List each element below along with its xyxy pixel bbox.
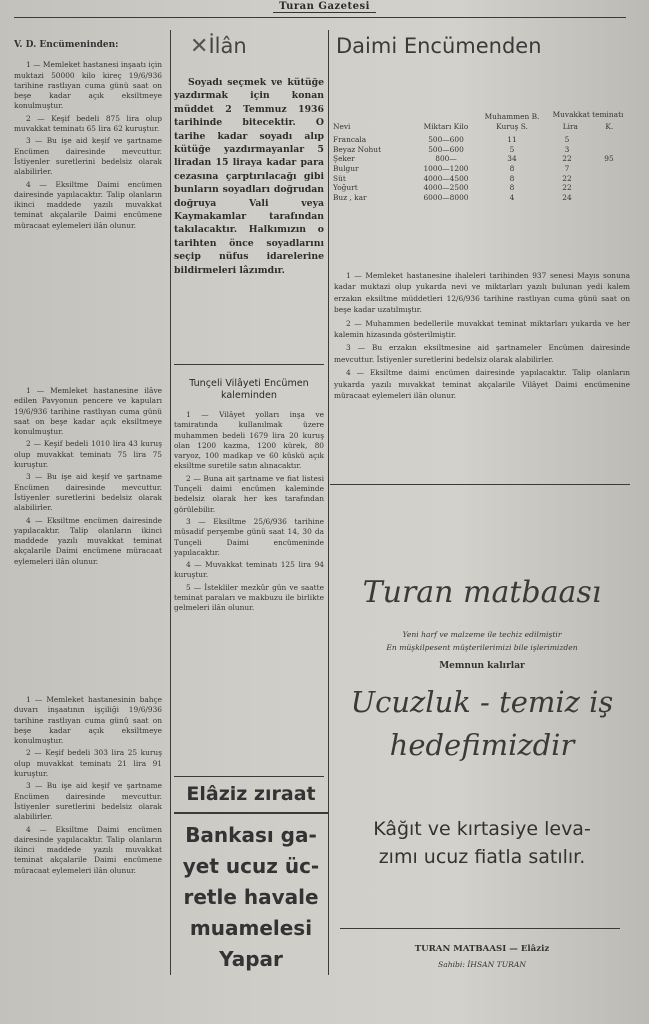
- price-cell-price: 8: [509, 163, 515, 173]
- left-b3-p3: 3 — Bu işe aid keşif ve şartname Encümen dairesinde mevcuttur. İstiyenler suretlerini bedelsiz olarak alabilirler.: [14, 781, 162, 822]
- masthead-title: Turan Gazetesi: [273, 0, 376, 13]
- price-cell-item: Yoğurt: [333, 183, 358, 193]
- ziraat-line-3: retle havale: [183, 885, 319, 909]
- price-cell-kurus: [588, 164, 630, 174]
- left-b2-p3: 3 — Bu işe aid keşif ve şartname Encümen dairesinde mevcuttur. İstiyenler suretlerini bedelsiz olarak alabilirler.: [14, 472, 162, 513]
- price-cell-qty: 1000—1200: [423, 163, 469, 173]
- daimi-title: Daimi Encümenden: [336, 34, 542, 58]
- price-cell-qty: 4000—4500: [423, 173, 469, 183]
- footer-publisher: TURAN MATBAASI — Elâziz: [414, 944, 550, 954]
- tunceli-body: [174, 410, 324, 772]
- daimi-p1: 1 — Memleket hastanesine ihaleleri tarihinden 937 senesi Mayıs sonuna kadar muktazi olup yukarda nevi ve miktarları yazılı bulunan yedi kalem erzakın eksiltme müddetleri 12/6/936 tarihine rastlıyan cuma günü saat on beşe kadar uzatılmıştır.: [334, 271, 630, 315]
- left-b2-p2: 2 — Keşif bedeli 1010 lira 43 kuruş olup muvakkat teminatı 75 lira 75 kuruştur.: [14, 439, 162, 470]
- price-cell-lira: 22: [562, 183, 572, 193]
- price-cell-qty: 6000—8000: [423, 192, 469, 202]
- price-row: [330, 145, 630, 155]
- ziraat-line-2: yet ucuz üc-: [182, 854, 320, 878]
- tunceli-p1: 1 — Vilâyet yolları inşa ve tamiratında kullanılmak üzere muhammen bedeli 1679 lira 20 kuruş olan 1200 kazma, 1200 kürek, 80 varyoz, 100 madkap ve 60 küskü açık eksiltme suretile satın alınacaktır.: [174, 410, 324, 471]
- price-cell-price: 8: [509, 173, 515, 183]
- matbaa-line-2: En müşkilpesent müşterilerimizi bile işlerimizden: [386, 643, 578, 652]
- price-cell-item: Francala: [333, 135, 367, 145]
- price-cell-kurus: [588, 135, 630, 145]
- tunceli-p3: 3 — Eksiltme 25/6/936 tarihine müsadif perşembe günü saat 14, 30 da Tunçeli Daimi encümeninde yapılacaktır.: [174, 516, 324, 557]
- daimi-body: [334, 270, 630, 480]
- left-b2-p1: 1 — Memleket hastanesine ilâve edilen Pavyonun pencere ve kapuları 19/6/936 tarihine rastlıyan cuma günü saat on beşe kadar açık eksiltmeye konulmuştur.: [14, 386, 162, 437]
- left-b1-p4: 4 — Eksiltme Daimi encümen dairesinde yapılacaktır. Talip olanların ikinci maddede yazılı muvakkat teminat akçalarile Daimi encümene müracaat eylemeleri ilân olunur.: [14, 179, 162, 230]
- price-cell-price: 8: [509, 183, 515, 193]
- header-muvakkat-sub: [549, 122, 627, 132]
- price-cell-qty: 4000—2500: [423, 183, 469, 193]
- kagit-line-2: zımı ucuz fiatla satılır.: [378, 846, 586, 868]
- ziraat-line-5: Yapar: [219, 947, 283, 971]
- left-b3-p1: 1 — Memleket hastanesinin bahçe duvarı inşaatının işçiliği 19/6/936 tarihine rastlıyan cuma günü saat on beşe kadar açık eksiltmeye konulmuştur.: [14, 695, 162, 746]
- price-row: [330, 183, 630, 193]
- price-cell-lira: 22: [562, 154, 572, 164]
- ziraat-head: Elâziz zıraat: [186, 783, 316, 805]
- price-cell-lira: 24: [562, 192, 572, 202]
- ilan-title-block: [190, 34, 310, 59]
- ziraat-line-4: muamelesi: [189, 916, 313, 940]
- matbaa-title: Turan matbaası: [362, 575, 602, 610]
- ilan-rule: [174, 364, 324, 365]
- header-miktari: Miktarı Kilo: [423, 121, 469, 131]
- header-muvakkat: [546, 110, 630, 135]
- masthead: [0, 0, 649, 18]
- price-cell-price: 34: [507, 154, 517, 164]
- tunceli-p4: 4 — Muvakkat teminatı 125 lira 94 kuruştur.: [174, 560, 324, 580]
- price-cell-lira: 3: [564, 144, 570, 154]
- price-cell-item: Beyaz Nohut: [333, 144, 382, 154]
- header-kurus: K.: [605, 121, 614, 131]
- price-row: [330, 164, 630, 174]
- price-rows: [330, 135, 630, 202]
- tunceli-rule: [174, 776, 324, 777]
- daimi-p2: 2 — Muhammen bedellerile muvakkat teminat miktarları yukarda ve her kalemin hizasında gösterilmiştir.: [334, 318, 630, 340]
- left-b1-p1: 1 — Memleket hastanesi inşaatı için muktazi 50000 kilo kireç 19/6/936 tarihine rastlıyan cuma günü saat on beşe kadar açık eksiltmeye konulmuştur.: [14, 60, 162, 111]
- tunceli-title: Tunçeli Vilâyeti Encümen kaleminden: [189, 378, 309, 401]
- matbaa-slogan-2: hedefimizdir: [389, 728, 575, 762]
- kagit-line-1: Kâğıt ve kırtasiye leva-: [373, 818, 591, 840]
- left-column-block-1: [14, 40, 162, 370]
- price-cell-kurus: [588, 183, 630, 193]
- price-cell-lira: 22: [562, 173, 572, 183]
- header-muhammen: Muhammen B. Kuruş S.: [484, 112, 540, 131]
- price-row: [330, 154, 630, 164]
- price-cell-kurus: 95: [604, 154, 614, 164]
- ziraat-line-1: Bankası ga-: [185, 823, 317, 847]
- ilan-text: Soyadı seçmek ve kütüğe yazdırmak için konan müddet 2 Temmuz 1936 tarihinde bitecektir. O tarihe kadar soyadı alıp kütüğe yazdırmayanlar 5 liradan 15 liraya kadar para cezasına çarptırılacağı gibi bunların soyadları doğrudan doğruya Vali veya Kaymakamlar tarafından takılacaktır. Halkımızın o tarihten önce soyadlarını seçip nüfus idarelerine bildirmeleri lâzımdır.: [174, 77, 324, 276]
- daimi-p4: 4 — Eksiltme daimi encümen dairesinde yapılacaktır. Talip olanların yukarda yazılı muvakkat teminat akçalarile Vilâyet Daimi encümenine müracaat eylemeleri ilân olunur.: [334, 368, 630, 401]
- header-lira: Lira: [562, 121, 578, 131]
- price-cell-item: Şeker: [333, 154, 355, 164]
- price-cell-price: 4: [509, 192, 515, 202]
- left-column-block-3: [14, 695, 162, 980]
- kagit-ad: [334, 815, 630, 871]
- price-cell-lira: 5: [564, 135, 570, 145]
- left-column-heading: V. D. Encümeninden:: [14, 40, 119, 50]
- price-cell-qty: 500—600: [428, 135, 464, 145]
- price-cell-qty: 800—: [435, 154, 457, 164]
- ilan-title: İlân: [208, 34, 247, 58]
- matbaa-slogan-1: Ucuzluk - temiz iş: [350, 685, 614, 719]
- price-row: [330, 193, 630, 203]
- price-cell-kurus: [588, 174, 630, 184]
- daimi-rule: [330, 484, 630, 485]
- ziraat-rule: [174, 812, 328, 814]
- daimi-p3: 3 — Bu erzakın eksiltmesine aid şartnameler Encümen dairesinde mevcuttur. İstiyenler suretlerini bedelsiz olarak alabilirler.: [334, 343, 630, 364]
- header-nevi: Nevi: [333, 121, 351, 131]
- footer-rule: [340, 928, 620, 929]
- left-b3-p2: 2 — Keşif bedeli 303 lira 25 kuruş olup muvakkat teminatı 21 lira 91 kuruştur.: [14, 748, 162, 779]
- price-cell-price: 11: [507, 135, 517, 145]
- matbaa-line-3: Memnun kalırlar: [439, 661, 525, 671]
- left-b3-p4: 4 — Eksiltme Daimi encümen dairesinde yapılacaktır. Talip olanların ikinci maddede yazılı muvakkat teminat akçalarile Daimi encümene müracaat eylemeleri ilân olunur.: [14, 824, 162, 875]
- price-cell-kurus: [588, 193, 630, 203]
- column-rule-1: [170, 30, 171, 975]
- price-cell-item: Buz , kar: [333, 192, 367, 202]
- price-cell-price: 5: [509, 144, 515, 154]
- masthead-rule: [14, 17, 626, 18]
- footer-owner: Sahibi: İHSAN TURAN: [438, 960, 526, 969]
- price-cell-lira: 7: [564, 163, 570, 173]
- ziraat-ad: [174, 820, 328, 975]
- left-b1-p3: 3 — Bu işe aid keşif ve şartname Encümen dairesinde mevcuttur. İstiyenler suretlerini bedelsiz olarak alabilirler.: [14, 136, 162, 177]
- matbaa-line-1: Yeni harf ve malzeme ile techiz edilmiştir: [402, 630, 562, 639]
- cross-mark-icon: ✕: [190, 34, 209, 59]
- column-rule-2: [328, 30, 329, 975]
- prices-table: [330, 110, 630, 202]
- price-cell-item: Bulgur: [333, 163, 359, 173]
- header-muvakkat-label: Muvakkat teminatı: [552, 110, 624, 119]
- left-b1-p2: 2 — Keşif bedeli 875 lira olup muvakkat teminatı 65 lira 62 kuruştur.: [14, 113, 162, 134]
- price-row: [330, 135, 630, 145]
- left-b2-p4: 4 — Eksiltme encümen dairesinde yapılacaktır. Talip olanların ikinci maddede yazılı muvakkat teminat akçalarile Daimi encümene müracaat eylemeleri ilân olunur.: [14, 515, 162, 566]
- price-cell-qty: 500—600: [428, 144, 464, 154]
- ilan-body: [174, 76, 324, 361]
- tunceli-p5: 5 — İstekliler mezkûr gün ve saatte teminat paraları ve makbuzu ile birlikte gelmeleri ilân olunur.: [174, 582, 324, 613]
- left-column-block-2: [14, 386, 162, 676]
- price-row: [330, 174, 630, 184]
- price-cell-item: Süt: [333, 173, 346, 183]
- price-cell-kurus: [588, 145, 630, 155]
- tunceli-p2: 2 — Buna ait şartname ve fiat listesi Tunçeli daimi encümen kaleminde bedelsiz olarak her kes tarafından görülebilir.: [174, 473, 324, 514]
